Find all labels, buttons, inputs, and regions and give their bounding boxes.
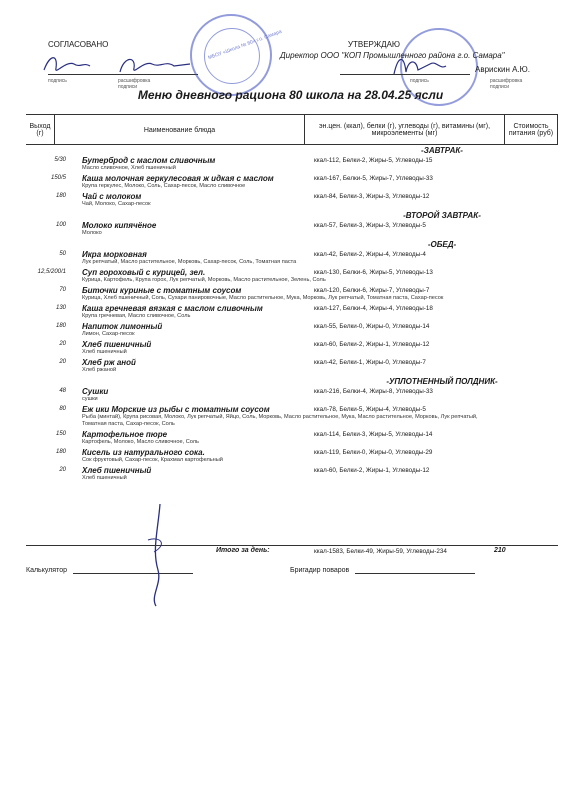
item-output: 20 [59,467,66,473]
item-output: 180 [55,449,66,455]
item-name: Суп гороховый с курицей, зел. [82,268,206,277]
approved-label: УТВЕРЖДАЮ [347,40,400,49]
item-nutrition: ккал-114, Белки-3, Жиры-5, Углеводы-14 [314,431,433,438]
menu-item-row [26,430,558,448]
item-name: Бутерброд с маслом сливочным [82,156,216,165]
item-output: 5/30 [54,157,66,163]
item-nutrition: ккал-57, Белки-3, Жиры-3, Углеводы-5 [314,222,426,229]
item-output: 100 [55,222,66,228]
menu-item-row [26,466,558,484]
item-nutrition: ккал-120, Белки-6, Жиры-7, Углеводы-7 [314,287,430,294]
signer-name: Аврискин А.Ю. [475,65,530,74]
item-name: Сушки [82,387,109,396]
item-name: Хлеб пшеничный [82,466,152,475]
chef-label: Бригадир поваров [290,567,350,574]
item-ingredients: Масло сливочное, Хлеб пшеничный [82,165,176,171]
item-nutrition: ккал-60, Белки-2, Жиры-1, Углеводы-12 [314,467,430,474]
item-name: Каша молочная геркулесовая ж идкая с маслом [82,174,274,183]
menu-item-row [26,322,558,340]
total-sum: 210 [494,547,506,554]
menu-item-row [26,304,558,322]
item-ingredients: Рыба (минтай), Крупа рисовая, Молоко, Лук репчатый, Яйцо, Соль, Морковь, Масло растительное, Мука, Масло растительное, Морковь, Лук репчатый, Томатная паста, Сахар-песок, Соль [82,414,478,427]
item-name: Молоко кипячёное [82,221,157,230]
item-nutrition: ккал-127, Белки-4, Жиры-4, Углеводы-18 [314,305,433,312]
signature-transcript-caption: расшифровка подписи [490,78,523,90]
director-title: Директор ООО "КОП Промышленного района г.о. Самара" [280,51,505,60]
item-ingredients: Курица, Хлеб пшеничный, Соль, Сухари панировочные, Масло растительное, Мука, Морковь, Лук репчатый, Томатная паста, Сахар-песок [82,295,444,301]
col-header-output: Выход (г) [29,123,51,137]
item-output: 180 [55,323,66,329]
menu-item-row [26,340,558,358]
menu-table [26,114,558,484]
item-output: 180 [55,193,66,199]
menu-item-row [26,268,558,286]
item-output: 20 [59,341,66,347]
item-nutrition: ккал-112, Белки-2, Жиры-5, Углеводы-15 [314,157,433,164]
item-name: Напиток лимонный [82,322,163,331]
school-stamp [190,14,272,96]
item-nutrition: ккал-42, Белки-1, Жиры-0, Углеводы-7 [314,359,426,366]
col-header-dish: Наименование блюда [54,115,304,145]
menu-item-row [26,405,558,430]
menu-item-row [26,250,558,268]
item-output: 12,5/200/1 [37,269,66,275]
item-ingredients: Хлеб пшеничный [82,349,127,355]
menu-item-row [26,221,558,239]
item-output: 150/5 [50,175,66,181]
item-output: 50 [59,251,66,257]
item-output: 70 [59,287,66,293]
item-ingredients: Лук репчатый, Масло растительное, Морковь, Сахар-песок, Соль, Томатная паста [82,259,297,265]
item-ingredients: Крупа геркулес, Молоко, Соль, Сахар-песок, Масло сливочное [82,183,246,189]
agreed-block [48,40,151,90]
menu-item-row [26,174,558,192]
chef-line [355,573,475,574]
signature-caption: подпись [410,78,429,84]
item-ingredients: Хлеб пшеничный [82,475,127,481]
stamp-text: МБОУ «Школа № 80» г.о. Самара [207,28,283,62]
signature-caption: подпись [48,78,67,84]
section-title: -ЗАВТРАК- [421,146,463,155]
menu-item-row [26,448,558,466]
item-name: Кисель из натурального сока. [82,448,205,457]
menu-item-row [26,387,558,405]
item-ingredients: Картофель, Молоко, Масло сливочное, Соль [82,439,199,445]
total-values: ккал-1583, Белки-49, Жиры-59, Углеводы-234 [314,548,447,555]
item-ingredients: Молоко [82,230,102,236]
item-name: Чай с молоком [82,192,142,201]
item-name: Еж ики Морские из рыбы с томатным соусом [82,405,270,414]
item-name: Хлеб рж аной [82,358,136,367]
item-output: 150 [55,431,66,437]
item-name: Хлеб пшеничный [82,340,152,349]
item-ingredients: Крупа гречневая, Масло сливочное, Соль [82,313,191,319]
item-name: Картофельное пюре [82,430,168,439]
item-nutrition: ккал-60, Белки-2, Жиры-1, Углеводы-12 [314,341,430,348]
item-ingredients: Лимон, Сахар-песок [82,331,135,337]
section-title: -ВТОРОЙ ЗАВТРАК- [403,211,481,220]
total-label: Итого за день: [216,547,270,554]
item-name: Каша гречневая вязкая с маслом сливочным [82,304,263,313]
item-output: 48 [59,388,66,394]
menu-item-row [26,156,558,174]
col-header-nutrition: эн.цен. (ккал), белки (г), углеводы (г), витамины (мг), микроэлементы (мг) [304,115,504,145]
item-nutrition: ккал-55, Белки-0, Жиры-0, Углеводы-14 [314,323,430,330]
menu-item-row [26,286,558,304]
item-nutrition: ккал-42, Белки-2, Жиры-4, Углеводы-4 [314,251,426,258]
item-ingredients: сушки [82,396,98,402]
item-nutrition: ккал-84, Белки-3, Жиры-3, Углеводы-12 [314,193,430,200]
item-nutrition: ккал-119, Белки-0, Жиры-0, Углеводы-29 [314,449,433,456]
item-output: 80 [59,406,66,412]
total-row [26,547,558,559]
menu-item-row [26,358,558,376]
item-output: 20 [59,359,66,365]
pen-stroke [140,500,180,610]
menu-item-row [26,192,558,210]
item-ingredients: Чай, Молоко, Сахар-песок [82,201,151,207]
item-name: Икра морковная [82,250,147,259]
table-body [26,145,558,484]
calculator-label: Калькулятор [26,567,67,574]
signature-transcript-caption: расшифровка подписи [118,78,151,90]
item-nutrition: ккал-216, Белки-4, Жиры-8, Углеводы-33 [314,388,433,395]
item-ingredients: Хлеб ржаной [82,367,117,373]
table-header [26,115,558,145]
menu-title: Меню дневного рациона 80 школа на 28.04.25 ясли [137,88,444,102]
section-title: -УПЛОТНЕННЫЙ ПОЛДНИК- [386,377,498,386]
section-title: -ОБЕД- [427,240,457,249]
chef-signature [290,567,475,574]
item-ingredients: Сок фруктовый, Сахар-песок, Крахмал картофельный [82,457,223,463]
item-ingredients: Курица, Картофель, Крупа горох, Лук репчатый, Морковь, Масло растительное, Зелень, Соль [82,277,326,283]
item-nutrition: ккал-130, Белки-6, Жиры-5, Углеводы-13 [314,269,433,276]
item-nutrition: ккал-167, Белки-5, Жиры-7, Углеводы-33 [314,175,433,182]
total-divider [26,545,558,546]
agreed-signatures [40,50,200,80]
item-output: 130 [55,305,66,311]
item-nutrition: ккал-78, Белки-5, Жиры-4, Углеводы-5 [314,406,426,413]
col-header-cost: Стоимость питания (руб) [504,115,558,145]
approved-signature [390,52,450,78]
item-name: Биточки куриные с томатным соусом [82,286,242,295]
agreed-label: СОГЛАСОВАНО [48,40,109,49]
